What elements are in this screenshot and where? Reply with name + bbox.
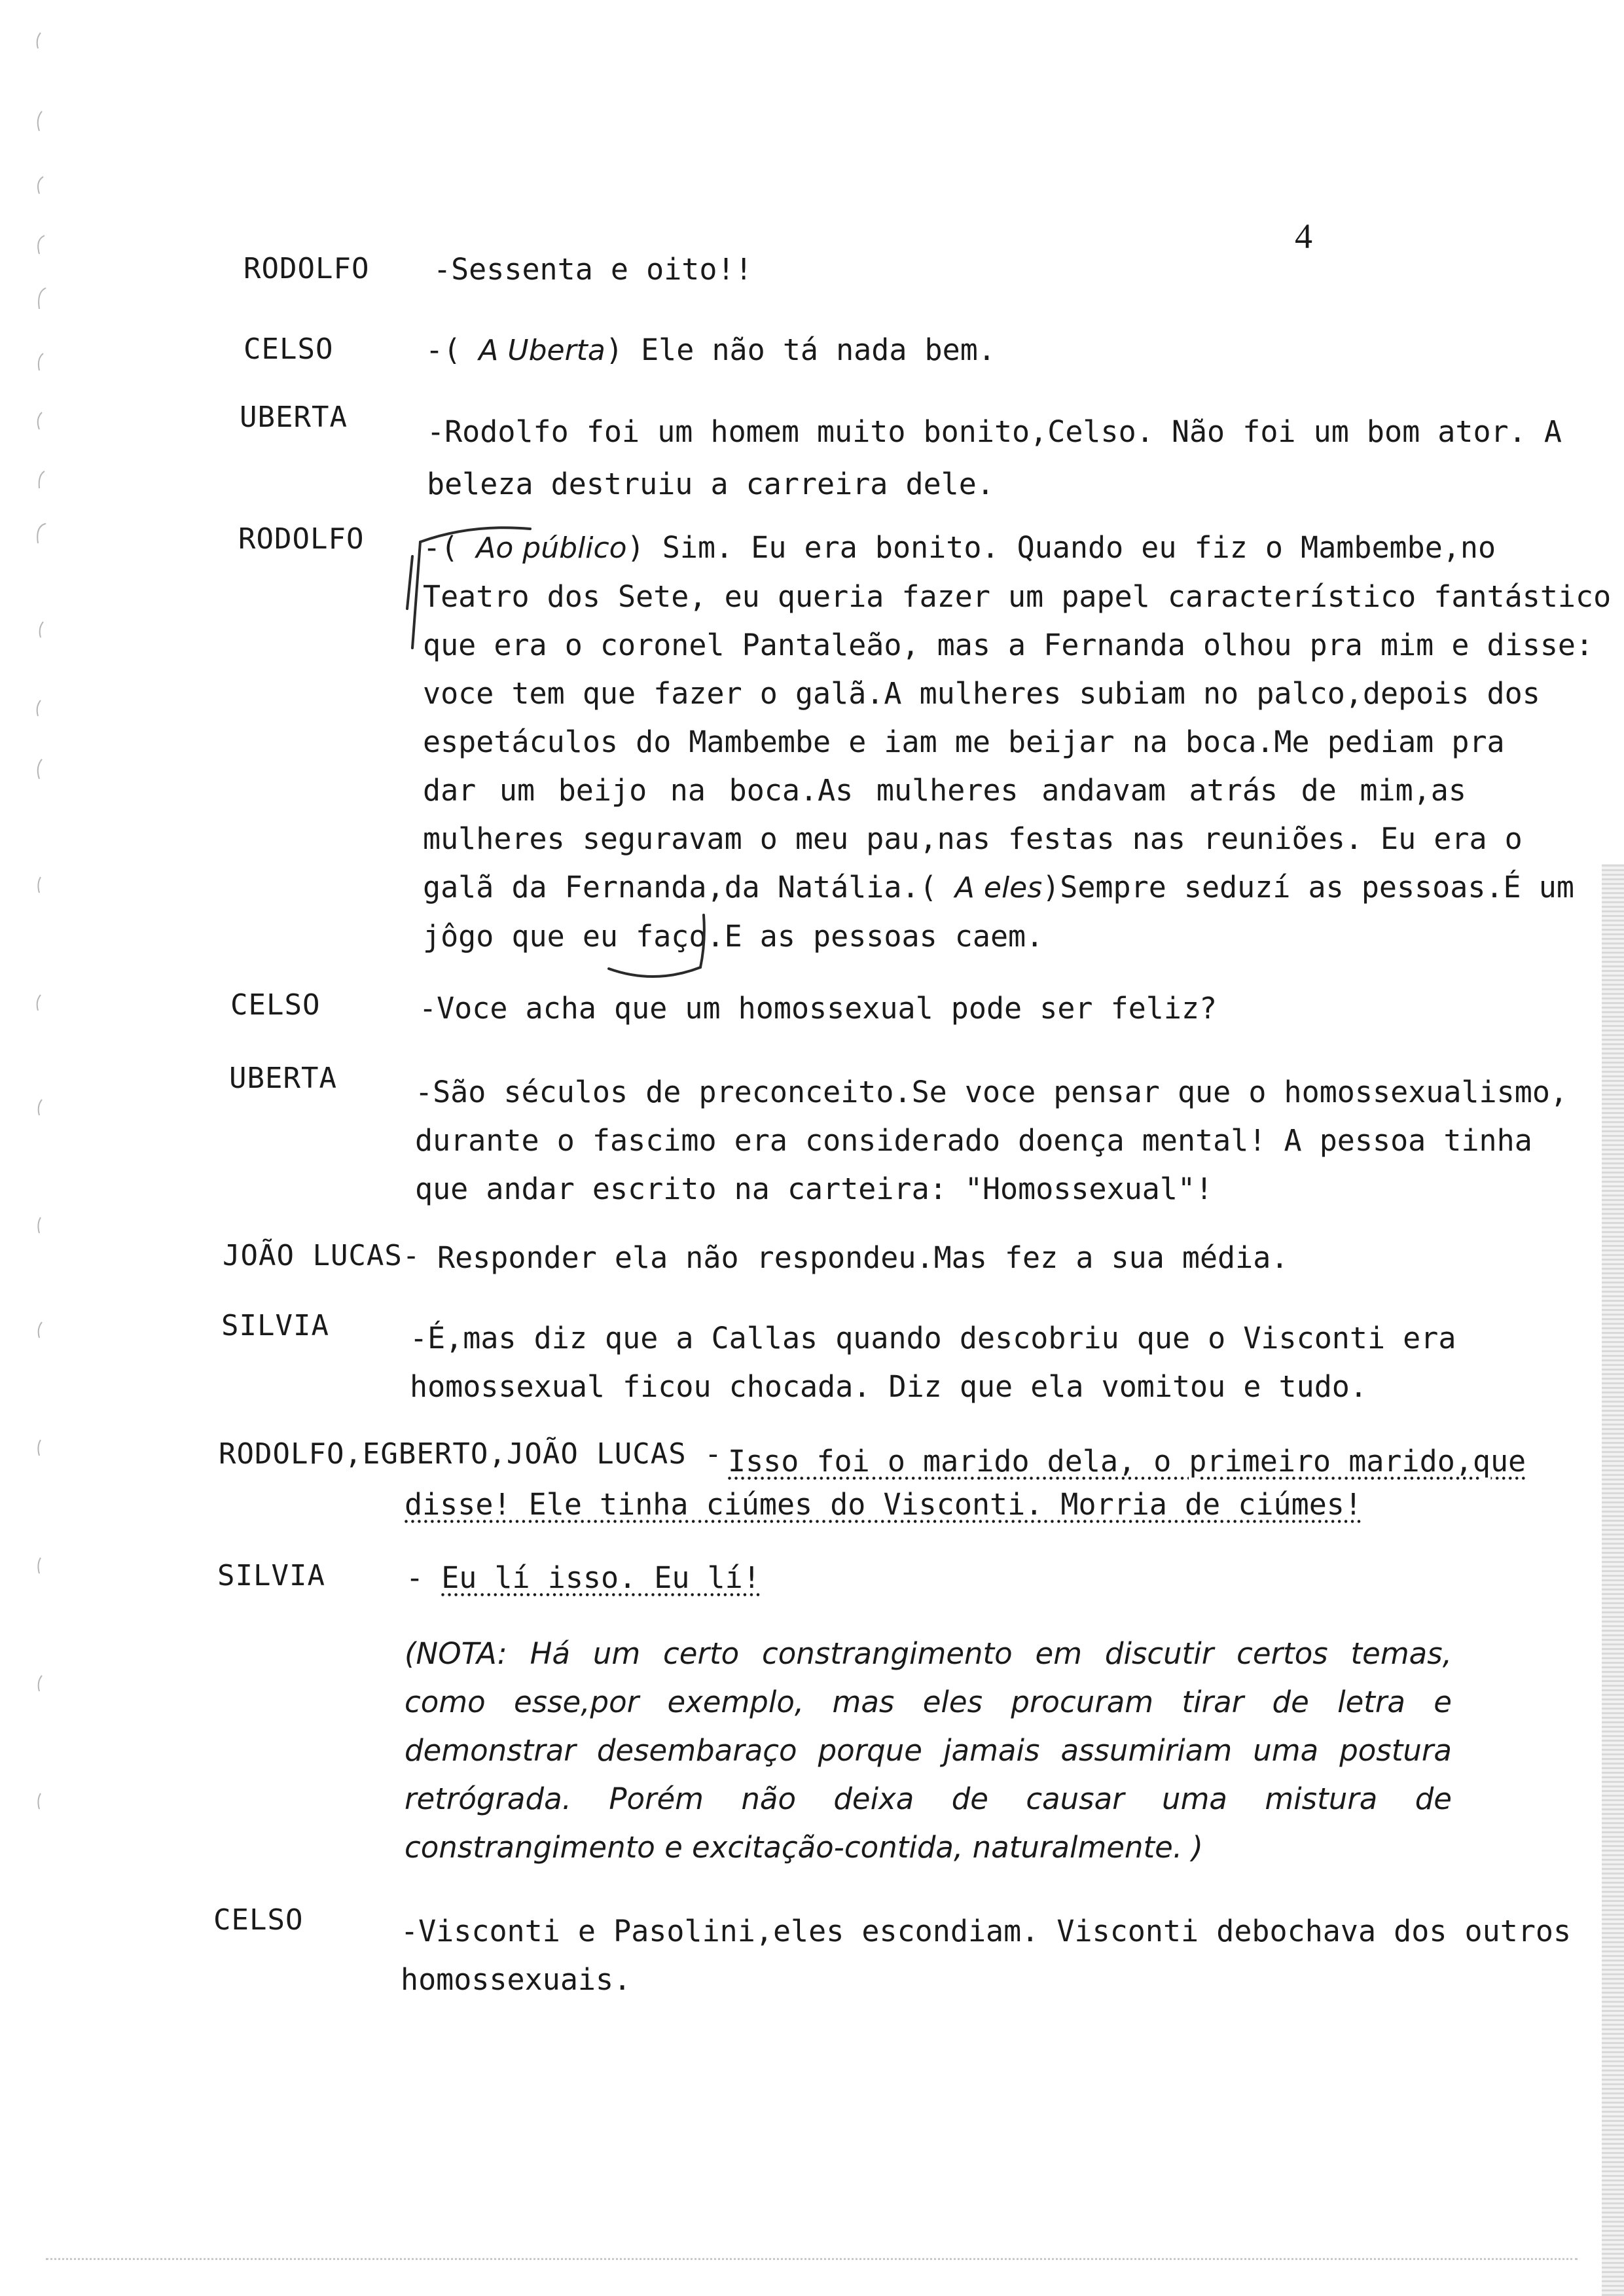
speech-line [423,863,1574,912]
speaker-rodolfo: RODOLFO [238,522,365,556]
speech-line: Responder ela não respondeu.Mas fez a sua média. [437,1240,1289,1275]
speech-line: que andar escrito na carteira: "Homossexual"! [415,1172,1214,1206]
speech-line: beleza destruiu a carreira dele. [427,467,994,501]
speech-line: -Sessenta e oito!! [433,252,753,287]
speech-line: homossexuais. [401,1962,632,1997]
stage-direction: A Uberta [478,334,605,367]
stage-direction: A eles [954,871,1043,905]
note-line: demonstrar desembaraço porque jamais assumiriam uma postura [405,1733,1452,1768]
speech-line: homossexual ficou chocada. Diz que ela vomitou e tudo. [410,1369,1367,1404]
speech-line: espetáculos do Mambembe e iam me beijar na boca.Me pediam pra [423,725,1505,759]
speech-line: -Voce acha que um homossexual pode ser feliz? [419,991,1218,1026]
speech-line: -São séculos de preconceito.Se voce pensar que o homossexualismo, [415,1075,1568,1109]
speaker-celso: CELSO [244,332,334,366]
speaker-celso: CELSO [230,988,321,1022]
speech-line: Teatro dos Sete, eu queria fazer um papel característico fantástico [423,579,1612,614]
speech-line: Isso foi o marido dela, o primeiro marido,que [728,1444,1526,1479]
speech-fragment: -( [425,332,479,367]
speech-fragment: ) Sim. Eu era bonito. Quando eu fiz o Mambembe,no [626,530,1496,565]
speech-line: disse! Ele tinha ciúmes do Visconti. Morria de ciúmes! [405,1487,1362,1522]
speech-line: durante o fascimo era considerado doença mental! A pessoa tinha [415,1123,1532,1158]
speaker-rodolfo-egberto-joao-lucas: RODOLFO,EGBERTO,JOÃO LUCAS - [219,1437,723,1471]
scan-bottom-noise [46,2258,1578,2263]
speech-fragment: Eu lí isso. Eu lí! [441,1560,761,1595]
page-number: 4 [1295,217,1312,256]
note-line: retrógrada. Porém não deixa de causar uma mistura de [405,1782,1452,1816]
speech-line: -Visconti e Pasolini,eles escondiam. Visconti debochava dos outros [401,1914,1572,1948]
note-line: como esse,por exemplo, mas eles procuram tirar de letra e [405,1685,1452,1719]
stage-note [405,1630,1452,1872]
speaker-celso: CELSO [213,1903,304,1937]
speech-line [423,524,1496,573]
speech-block [427,406,1562,511]
speech-line [425,332,996,367]
speech-line: que era o coronel Pantaleão, mas a Fernanda olhou pra mim e disse: [423,628,1594,662]
speech-line: -É,mas diz que a Callas quando descobriu que o Visconti era [410,1321,1456,1355]
stage-direction: Ao público [476,531,627,565]
note-line: (NOTA: Há um certo constrangimento em discutir certos temas, [405,1636,1452,1671]
speaker-uberta: UBERTA [240,401,348,434]
speech-block [728,1437,1526,1486]
speech-line: mulheres seguravam o meu pau,nas festas nas reuniões. Eu era o [423,821,1523,856]
speech-block [410,1314,1456,1411]
speech-fragment: galã da Fernanda,da Natália.( [423,870,955,905]
speech-line: voce tem que fazer o galã.A mulheres subiam no palco,depois dos [423,676,1540,711]
note-line: constrangimento e excitação-contida, naturalmente. ) [405,1830,1203,1865]
speech-line [406,1560,761,1595]
speech-line: jôgo que eu faço.E as pessoas caem. [423,919,1044,954]
speaker-joao-lucas: JOÃO LUCAS- [223,1239,421,1272]
speech-block [415,1068,1568,1213]
margin-scan-marks [26,26,52,1924]
speaker-silvia: SILVIA [217,1559,325,1592]
speech-block [423,524,1612,961]
speech-fragment: -( [423,530,477,565]
speech-block [401,1907,1572,2004]
speech-fragment: ) Ele não tá nada bem. [605,332,996,367]
speech-line: dar um beijo na boca.As mulheres andavam atrás de mim,as [423,773,1466,808]
speaker-rodolfo: RODOLFO [244,252,370,285]
scan-edge-shadow [1602,864,1624,2296]
speaker-silvia: SILVIA [221,1309,329,1342]
speech-fragment: - [406,1560,442,1595]
speech-line: -Rodolfo foi um homem muito bonito,Celso. Não foi um bom ator. A [427,414,1562,449]
speech-fragment: )Sempre seduzí as pessoas.É um [1042,870,1574,905]
speaker-uberta: UBERTA [229,1062,337,1095]
